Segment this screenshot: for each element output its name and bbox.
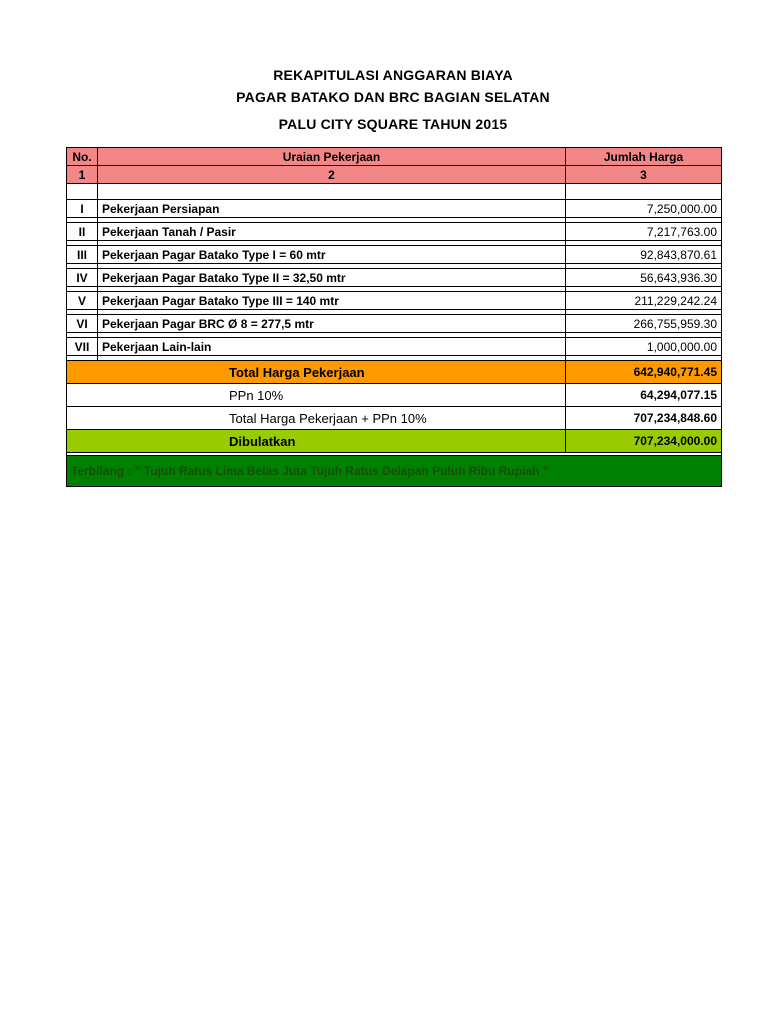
header-no: No. — [67, 148, 98, 166]
document-subtitle: PAGAR BATAKO DAN BRC BAGIAN SELATAN — [236, 89, 550, 105]
document-title: REKAPITULASI ANGGARAN BIAYA — [273, 67, 513, 83]
header-description: Uraian Pekerjaan — [98, 148, 566, 166]
item-description: Pekerjaan Lain-lain — [98, 338, 566, 356]
table-row — [67, 223, 722, 241]
ppn-row — [67, 384, 722, 407]
item-no: VII — [67, 338, 98, 356]
rounded-label: Dibulatkan — [67, 430, 566, 453]
total-row — [67, 361, 722, 384]
amount-in-words: Terbilang : " Tujuh Ratus Lima Belas Juta Tujuh Ratus Delapan Puluh Ribu Rupiah " — [67, 456, 722, 487]
ppn-amount: 64,294,077.15 — [566, 384, 722, 407]
header-amount: Jumlah Harga — [566, 148, 722, 166]
table-row — [67, 315, 722, 333]
item-description: Pekerjaan Pagar BRC Ø 8 = 277,5 mtr — [98, 315, 566, 333]
item-amount: 7,217,763.00 — [566, 223, 722, 241]
budget-recap-table — [66, 147, 722, 487]
item-description: Pekerjaan Pagar Batako Type III = 140 mtr — [98, 292, 566, 310]
column-number-row — [67, 166, 722, 184]
document-project-year: PALU CITY SQUARE TAHUN 2015 — [278, 116, 508, 132]
total-label: Total Harga Pekerjaan — [67, 361, 566, 384]
rounded-row — [67, 430, 722, 453]
item-no: II — [67, 223, 98, 241]
table-row — [67, 292, 722, 310]
item-no: I — [67, 200, 98, 218]
table-row — [67, 269, 722, 287]
spacer-row — [67, 184, 722, 200]
item-description: Pekerjaan Tanah / Pasir — [98, 223, 566, 241]
grand-total-row — [67, 407, 722, 430]
table-row — [67, 246, 722, 264]
item-no: VI — [67, 315, 98, 333]
amount-in-words-row — [67, 456, 722, 487]
grand-total-label: Total Harga Pekerjaan + PPn 10% — [67, 407, 566, 430]
column-number-2: 2 — [98, 166, 566, 184]
ppn-label: PPn 10% — [67, 384, 566, 407]
column-number-1: 1 — [67, 166, 98, 184]
grand-total-amount: 707,234,848.60 — [566, 407, 722, 430]
total-amount: 642,940,771.45 — [566, 361, 722, 384]
item-no: IV — [67, 269, 98, 287]
rounded-amount: 707,234,000.00 — [566, 430, 722, 453]
item-no: V — [67, 292, 98, 310]
item-description: Pekerjaan Persiapan — [98, 200, 566, 218]
item-description: Pekerjaan Pagar Batako Type I = 60 mtr — [98, 246, 566, 264]
item-amount: 7,250,000.00 — [566, 200, 722, 218]
item-description: Pekerjaan Pagar Batako Type II = 32,50 mtr — [98, 269, 566, 287]
item-amount: 1,000,000.00 — [566, 338, 722, 356]
item-amount: 266,755,959.30 — [566, 315, 722, 333]
table-header-row — [67, 148, 722, 166]
item-no: III — [67, 246, 98, 264]
item-amount: 92,843,870.61 — [566, 246, 722, 264]
item-amount: 56,643,936.30 — [566, 269, 722, 287]
table-row — [67, 338, 722, 356]
item-amount: 211,229,242.24 — [566, 292, 722, 310]
column-number-3: 3 — [566, 166, 722, 184]
table-row — [67, 200, 722, 218]
